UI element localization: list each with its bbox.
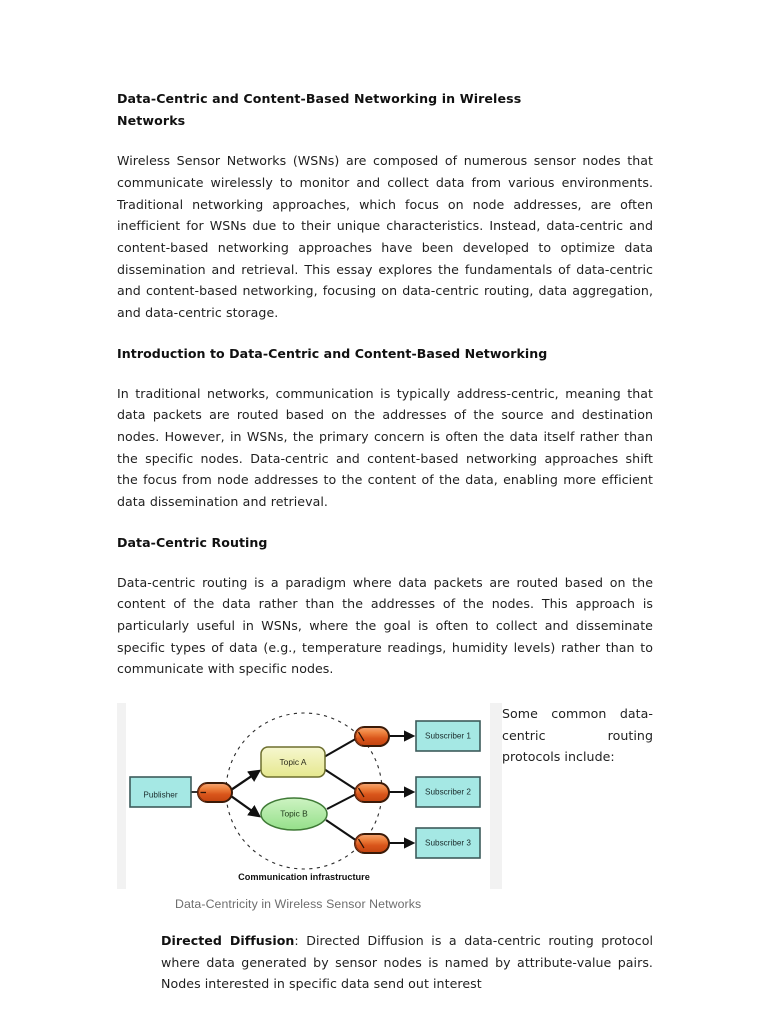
pubsub-diagram-svg [117, 703, 502, 889]
spacer [117, 131, 653, 150]
paragraph-data-centric-routing: Data-centric routing is a paradigm where data packets are routed based on the content of the data rather than the addresses of the nodes. This approach is particularly useful in WSNs, where the goal is often to collect and disseminate specific types of data (e.g., temperature readings, humidity levels) rather than to communicate with specific nodes. [117, 574, 653, 677]
topic-a-node [261, 747, 325, 777]
topic-b-label: Topic B [280, 808, 308, 819]
subscriber-2-label: Subscriber 2 [425, 787, 471, 797]
page-title-line-2: Networks [117, 112, 186, 128]
broker-connector-center [198, 783, 232, 802]
figure-float [117, 703, 502, 911]
heading-introduction: Introduction to Data-Centric and Content-Based Networking [117, 345, 548, 361]
after-figure-text: Some common data-centric routing protocols include: [502, 706, 653, 765]
broker-connector-sub2 [355, 783, 389, 802]
protocol-label: Directed Diffusion [161, 933, 295, 949]
publisher-label: Publisher [143, 790, 178, 800]
topic-b-node [261, 798, 327, 830]
document-content [117, 88, 653, 995]
page-title [117, 88, 653, 131]
protocol-paragraph [161, 930, 653, 995]
spacer [117, 553, 653, 572]
spacer [117, 364, 653, 383]
page-title-line-1: Data-Centric and Content-Based Networking in Wireless [117, 91, 522, 106]
spacer [117, 513, 653, 533]
subscriber-1-label: Subscriber 1 [425, 731, 471, 741]
spacer [117, 324, 653, 344]
broker-connector-sub1 [355, 727, 389, 746]
subscriber-3-node [416, 828, 480, 858]
pubsub-diagram [117, 703, 502, 889]
broker-connector-sub3 [355, 834, 389, 853]
heading-data-centric-routing: Data-Centric Routing [117, 534, 268, 550]
intro-paragraph: Wireless Sensor Networks (WSNs) are composed of numerous sensor nodes that communicate wirelessly to monitor and collect data from various environments. Traditional networking approaches, which focus on node addresses, are often inefficient for WSNs due to their unique characteristics. Instead, data-centric and content-based networking approaches have been developed to optimize data dissemination and retrieval. This essay explores the fundamentals of data-centric and content-based networking, focusing on data-centric routing, data aggregation, and data-centric storage. [117, 153, 653, 320]
communication-infrastructure-label: Communication infrastructure [238, 872, 370, 883]
subscriber-2-node [416, 777, 480, 807]
figure-caption: Data-Centricity in Wireless Sensor Networks [175, 897, 422, 912]
figure-block [117, 703, 653, 911]
protocol-text: : Directed Diffusion is a data-centric routing protocol where data generated by sensor nodes is named by attribute-value pairs. Nodes interested in specific data send out interest [161, 933, 653, 992]
subscriber-1-node [416, 721, 480, 751]
topic-a-label: Topic A [279, 757, 307, 768]
publisher-node [130, 777, 191, 807]
paragraph-introduction: In traditional networks, communication is typically address-centric, meaning that data packets are routed based on the addresses of the source and destination nodes. However, in WSNs, the primary concern is often the data itself rather than the specific nodes. Data-centric and content-based networking approaches shift the focus from node addresses to the content of the data, enabling more efficient data dissemination and retrieval. [117, 385, 653, 509]
subscriber-3-label: Subscriber 3 [425, 838, 471, 848]
